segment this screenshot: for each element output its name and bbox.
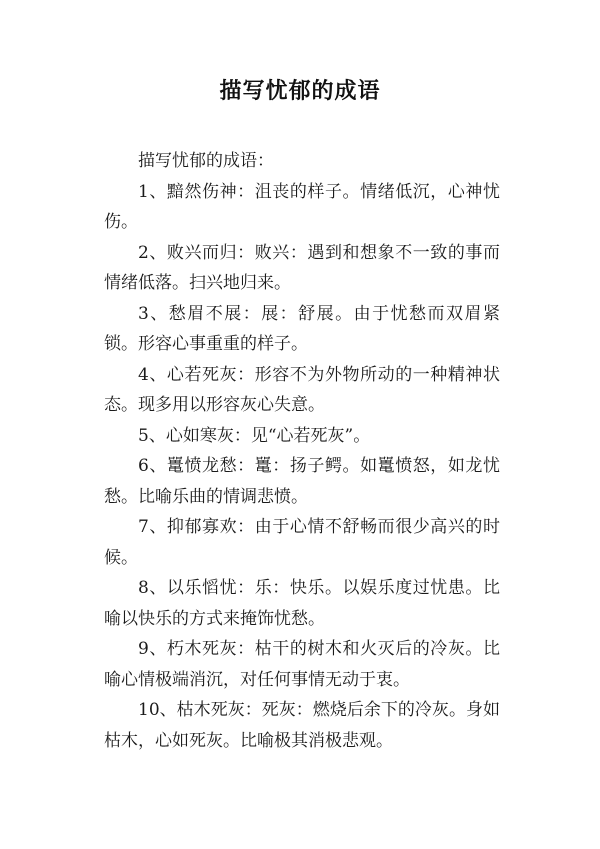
idiom-item-4: 4、心若死灰：形容不为外物所动的一种精神状态。现多用以形容灰心失意。 xyxy=(104,364,500,415)
document-title: 描写忧郁的成语 xyxy=(219,79,381,104)
document-body xyxy=(104,146,500,756)
idiom-item-7: 7、抑郁寡欢：由于心情不舒畅而很少高兴的时候。 xyxy=(104,517,500,568)
idiom-item-6: 6、鼍愤龙愁：鼍：扬子鳄。如鼍愤怒，如龙忧愁。比喻乐曲的情调悲愤。 xyxy=(104,456,500,507)
idiom-item-3: 3、愁眉不展：展：舒展。由于忧愁而双眉紧锁。形容心事重重的样子。 xyxy=(104,303,500,354)
idiom-item-1: 1、黯然伤神：沮丧的样子。情绪低沉，心神忧伤。 xyxy=(104,181,500,232)
idiom-item-9: 9、朽木死灰：枯干的树木和火灭后的冷灰。比喻心情极端消沉，对任何事情无动于衷。 xyxy=(104,639,500,690)
idiom-item-8: 8、以乐慆忧：乐：快乐。以娱乐度过忧患。比喻以快乐的方式来掩饰忧愁。 xyxy=(104,578,500,629)
idiom-item-5: 5、心如寒灰：见“心若死灰”。 xyxy=(138,425,371,446)
intro-paragraph: 描写忧郁的成语： xyxy=(138,151,274,171)
idiom-item-2: 2、败兴而归：败兴：遇到和想象不一致的事而情绪低落。扫兴地归来。 xyxy=(104,242,500,293)
idiom-item-10: 10、枯木死灰：死灰：燃烧后余下的冷灰。身如枯木，心如死灰。比喻极其消极悲观。 xyxy=(104,700,500,751)
